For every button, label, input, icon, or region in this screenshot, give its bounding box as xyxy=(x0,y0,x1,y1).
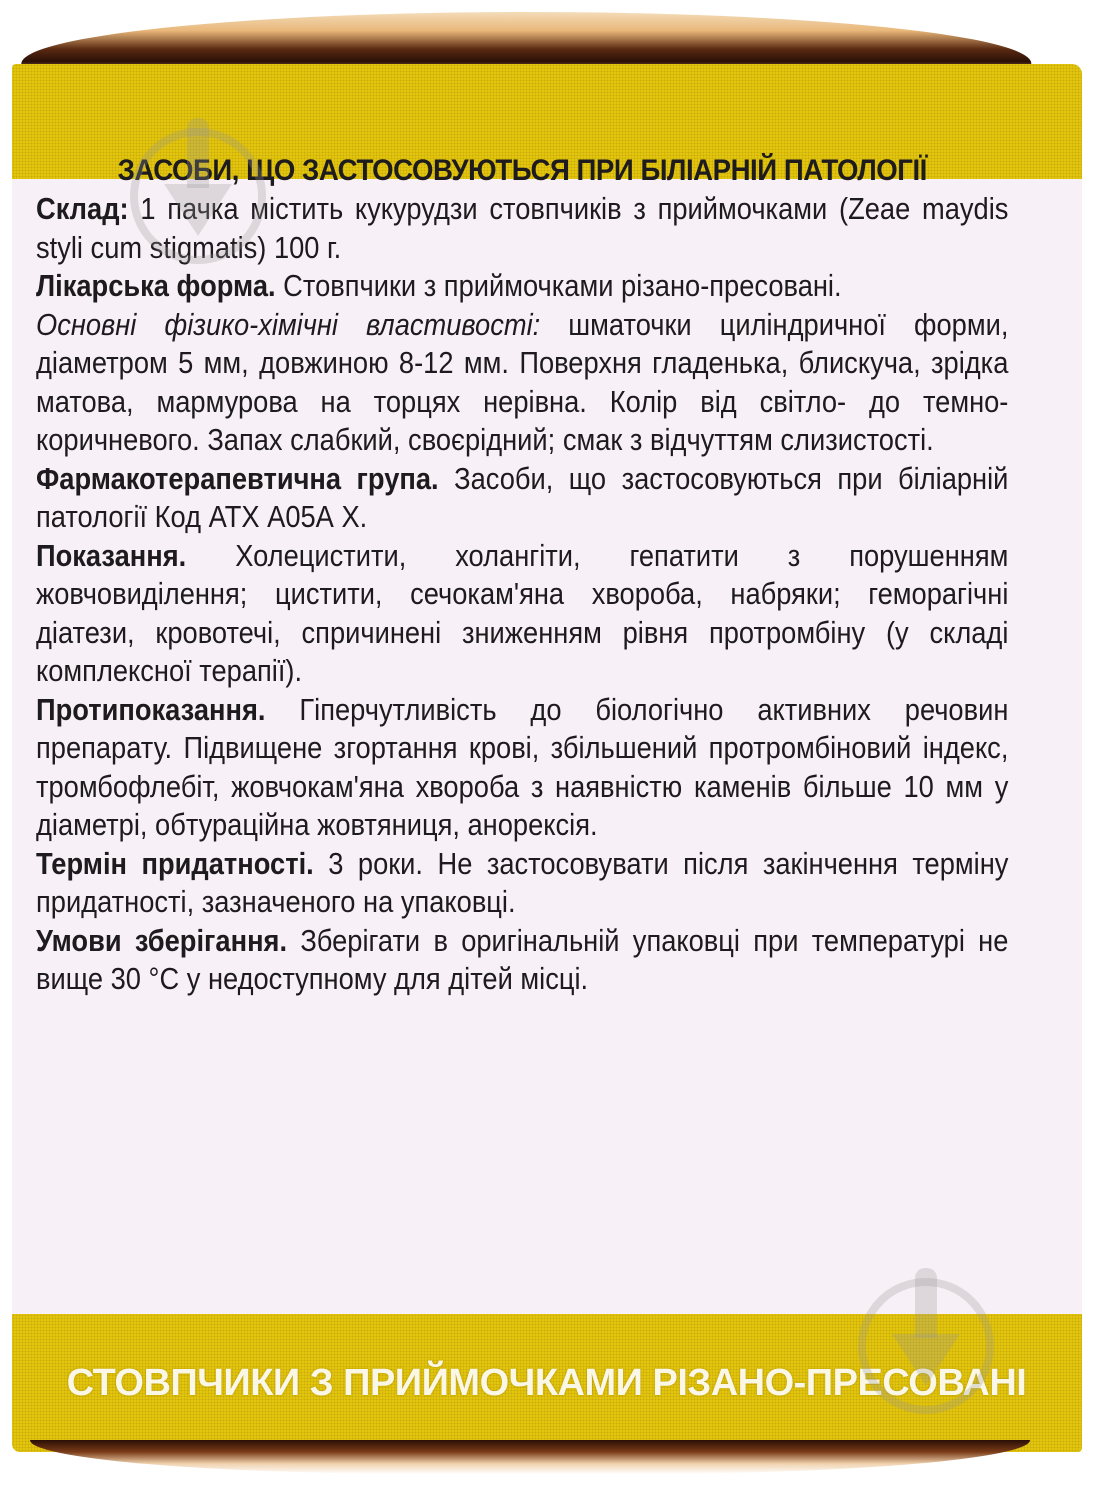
section-heading: Фармакотерапевтична група. xyxy=(36,460,439,496)
section-heading: Термін придатності. xyxy=(36,845,314,881)
section-heading: Умови зберігання. xyxy=(36,922,288,958)
section-heading: Показання. xyxy=(36,537,187,573)
section-heading: Основні фізико-хімічні властивості: xyxy=(36,306,541,342)
download-icon-stem xyxy=(187,118,209,188)
download-icon-arrow xyxy=(892,1334,960,1386)
section-text: Гіперчутливість до біологічно активних речовин препарату. Підвищене згортання крові, збільшений протромбіновий індекс, тромбофлебіт, жовчокам'яна хвороба з наявністю каменів більше 10 мм у діаметрі, обтураційна жовтяниця, анорексія. xyxy=(36,691,1009,842)
section-physicochemical-properties xyxy=(36,306,1008,460)
section-text: Зберігати в оригінальній упаковці при температурі не вище 30 °C у недоступному для дітей місці. xyxy=(36,922,1009,996)
download-icon-stem xyxy=(915,1268,937,1338)
download-icon-arrow xyxy=(164,184,232,236)
download-icon xyxy=(130,128,266,264)
section-dosage-form xyxy=(36,267,1008,306)
section-text: Засоби, що застосовуються при біліарній патології Код АТХ А05А Х. xyxy=(36,460,1009,534)
leaflet-text xyxy=(36,152,1008,999)
section-indications xyxy=(36,537,1008,691)
pharmacological-group-title: ЗАСОБИ, ЩО ЗАСТОСОВУЮТЬСЯ ПРИ БІЛІАРНІЙ ПАТОЛОГІЇ xyxy=(117,154,927,187)
section-text: 3 роки. Не застосовувати після закінчення терміну придатності, зазначеного на упаковці. xyxy=(36,845,1009,919)
section-heading: Протипоказання. xyxy=(36,691,266,727)
section-storage-conditions xyxy=(36,922,1008,999)
box-bottom-flap xyxy=(30,1440,1030,1474)
section-heading: Склад: xyxy=(36,191,129,226)
section-shelf-life xyxy=(36,845,1008,922)
product-form-banner: СТОВПЧИКИ З ПРИЙМОЧКАМИ РІЗАНО-ПРЕСОВАНІ xyxy=(66,1362,1027,1404)
section-text: 1 пачка містить кукурудзи стовпчиків з приймочками (Zeae maydis styli cum stigmatis) 100 г. xyxy=(36,191,1009,265)
section-text: Холецистити, холангіти, гепатити з порушенням жовчовиділення; цистити, сечокам'яна хвороба, набряки; геморагічні діатези, кровотечі, спричинені зниженням рівня протромбіну (у складі комплексної терапії). xyxy=(36,537,1009,688)
section-text: шматочки циліндричної форми, діаметром 5 мм, довжиною 8-12 мм. Поверхня гладенька, блискуча, зрідка матова, мармурова на торцях нерівна. Колір від світло- до темно-коричневого. Запах слабкий, своєрідний; смак з відчуттям слизистості. xyxy=(36,306,1009,457)
section-heading: Лікарська форма. xyxy=(36,268,276,303)
download-icon xyxy=(858,1278,994,1414)
section-pharmacotherapeutic-group xyxy=(36,460,1008,537)
section-contraindications xyxy=(36,691,1008,845)
section-text: Стовпчики з приймочками різано-пресовані. xyxy=(275,268,842,303)
